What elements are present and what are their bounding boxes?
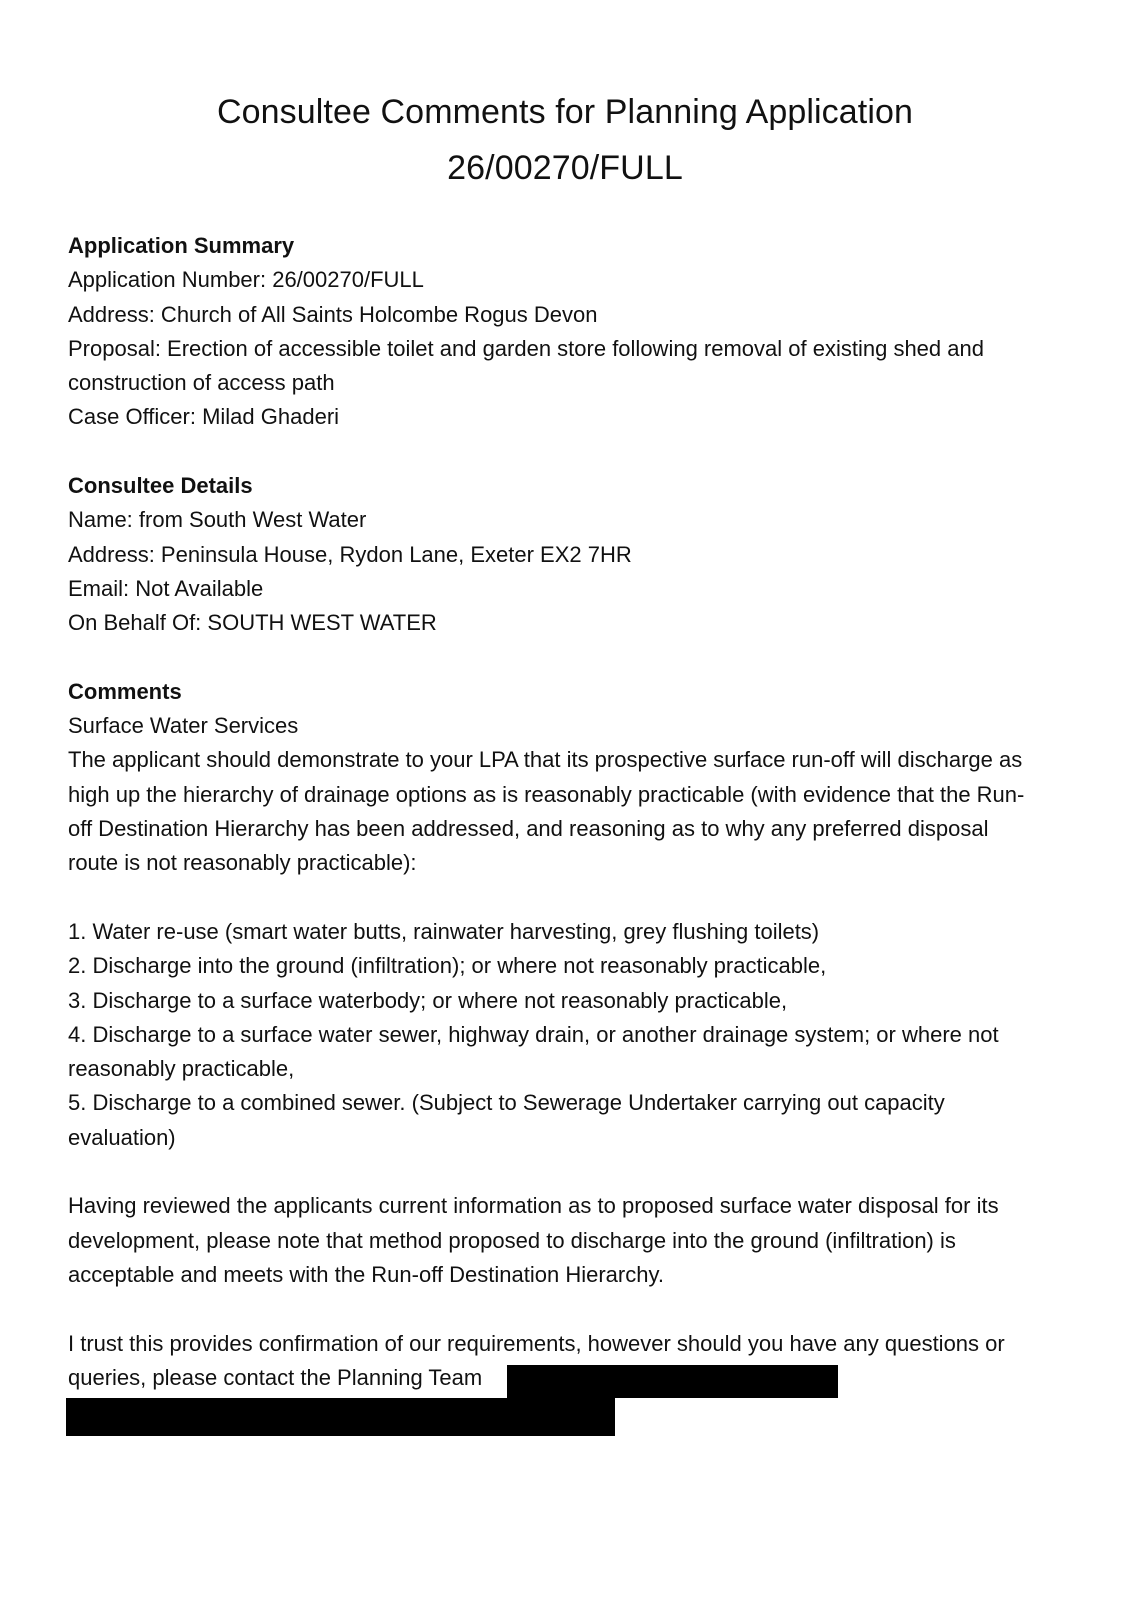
document-body	[68, 229, 1078, 1395]
title-line-1: Consultee Comments for Planning Application	[216, 93, 914, 131]
application-number: Application Number: 26/00270/FULL	[68, 267, 424, 293]
section-spacer	[68, 641, 1078, 675]
comments-subheading: Surface Water Services	[68, 713, 299, 739]
consultee-on-behalf-of: On Behalf Of: SOUTH WEST WATER	[68, 610, 437, 636]
paragraph-spacer	[68, 1292, 1078, 1326]
redaction-block	[507, 1365, 838, 1398]
title-line-2: 26/00270/FULL	[447, 149, 683, 187]
review-paragraph-line: development, please note that method proposed to discharge into the ground (infiltration) is	[68, 1227, 956, 1253]
hierarchy-list-line: 5. Discharge to a combined sewer. (Subject to Sewerage Undertaker carrying out capacity	[68, 1090, 945, 1116]
review-paragraph-line: Having reviewed the applicants current information as to proposed surface water disposal for its	[68, 1193, 999, 1219]
hierarchy-list-line: 2. Discharge into the ground (infiltration); or where not reasonably practicable,	[68, 953, 827, 979]
case-officer: Case Officer: Milad Ghaderi	[68, 404, 340, 430]
hierarchy-list-line: reasonably practicable,	[68, 1056, 295, 1082]
hierarchy-list-line: evaluation)	[68, 1124, 176, 1150]
closing-paragraph-line: I trust this provides confirmation of our requirements, however should you have any questions or	[68, 1330, 1005, 1356]
review-paragraph-line: acceptable and meets with the Run-off Destination Hierarchy.	[68, 1261, 664, 1287]
comments-intro-line: off Destination Hierarchy has been addressed, and reasoning as to why any preferred disposal	[68, 816, 989, 842]
document-title	[0, 84, 1130, 196]
consultee-details-heading: Consultee Details	[68, 473, 253, 499]
comments-intro-line: high up the hierarchy of drainage options as is reasonably practicable (with evidence that the Run-	[68, 781, 1025, 807]
closing-paragraph-line: queries, please contact the Planning Team	[68, 1364, 483, 1390]
hierarchy-list-line: 4. Discharge to a surface water sewer, highway drain, or another drainage system; or where not	[68, 1021, 999, 1047]
proposal-line-2: construction of access path	[68, 370, 335, 396]
section-spacer	[68, 435, 1078, 469]
paragraph-spacer	[68, 881, 1078, 915]
comments-intro-line: route is not reasonably practicable):	[68, 850, 417, 876]
application-summary-heading: Application Summary	[68, 233, 295, 258]
consultee-email: Email: Not Available	[68, 575, 264, 601]
comments-intro-line: The applicant should demonstrate to your LPA that its prospective surface run-off will discharge as	[68, 747, 1023, 773]
application-address: Address: Church of All Saints Holcombe Rogus Devon	[68, 301, 598, 327]
redaction-block	[66, 1398, 615, 1436]
consultee-address: Address: Peninsula House, Rydon Lane, Exeter EX2 7HR	[68, 541, 632, 567]
proposal-line-1: Proposal: Erection of accessible toilet and garden store following removal of existing shed and	[68, 335, 984, 361]
consultee-name: Name: from South West Water	[68, 507, 367, 533]
comments-heading: Comments	[68, 678, 182, 704]
hierarchy-list-line: 3. Discharge to a surface waterbody; or where not reasonably practicable,	[68, 987, 788, 1013]
paragraph-spacer	[68, 1155, 1078, 1189]
hierarchy-list-line: 1. Water re-use (smart water butts, rainwater harvesting, grey flushing toilets)	[68, 918, 820, 944]
